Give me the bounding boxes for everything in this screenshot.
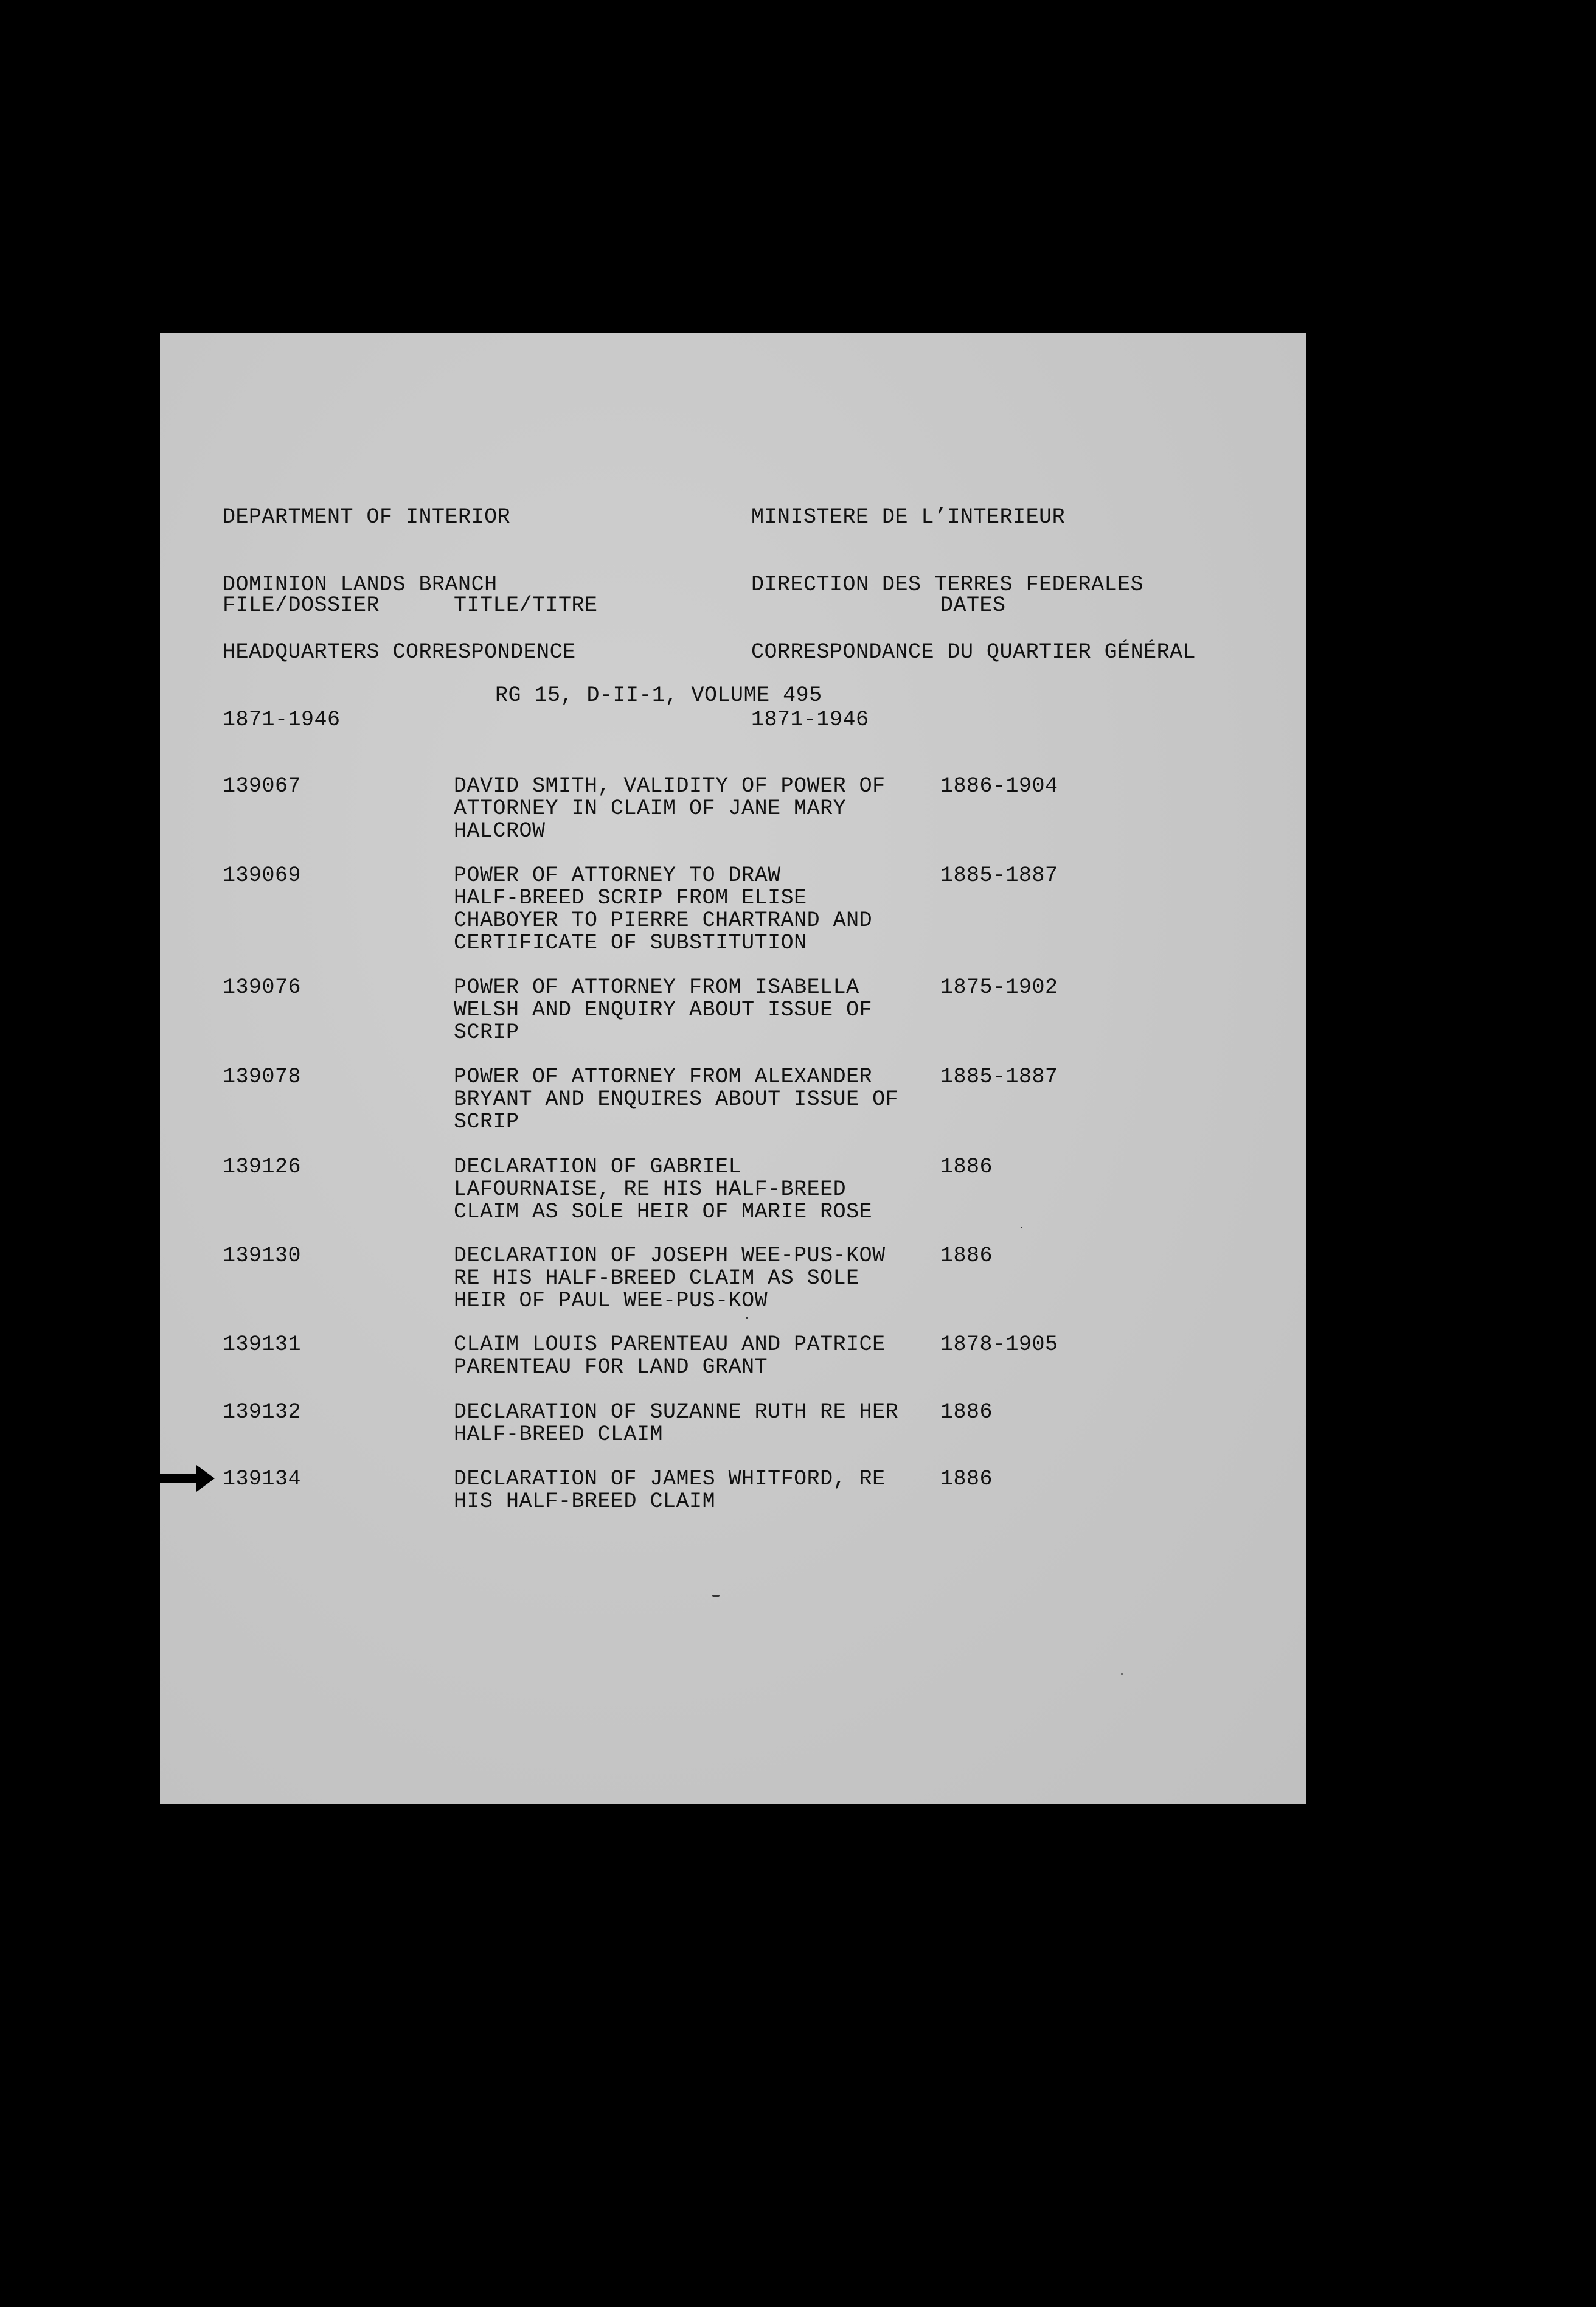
file-title — [454, 1245, 940, 1312]
arrow-right-icon — [160, 1463, 216, 1494]
scan-speck — [1121, 1673, 1123, 1675]
file-title-line: HALCROW — [454, 819, 546, 843]
header-ministere: MINISTERE DE L’INTERIEUR — [751, 505, 1066, 529]
file-dates: 1878-1905 — [940, 1332, 1058, 1357]
file-number: 139134 — [223, 1467, 302, 1491]
file-title-line: LAFOURNAISE, RE HIS HALF-BREED — [454, 1177, 847, 1202]
file-number: 139069 — [223, 863, 302, 888]
file-title-line: POWER OF ATTORNEY TO DRAW — [454, 863, 781, 888]
header-series: HEADQUARTERS CORRESPONDENCE — [223, 640, 576, 664]
file-title-line: DECLARATION OF JOSEPH WEE-PUS-KOW — [454, 1244, 886, 1268]
file-title — [454, 865, 940, 955]
header-direction: DIRECTION DES TERRES FEDERALES — [751, 572, 1144, 597]
file-number: 139132 — [223, 1400, 302, 1424]
scan-speck — [712, 1595, 720, 1597]
file-title — [454, 1468, 940, 1513]
header-french — [751, 461, 1196, 776]
file-title-line: HIS HALF-BREED CLAIM — [454, 1489, 716, 1514]
file-dates: 1886 — [940, 1155, 993, 1179]
file-title-line: POWER OF ATTORNEY FROM ALEXANDER — [454, 1065, 873, 1089]
header-department: DEPARTMENT OF INTERIOR — [223, 505, 511, 529]
header-annees: 1871-1946 — [751, 708, 869, 732]
file-dates: 1886 — [940, 1244, 993, 1268]
file-dates: 1886 — [940, 1467, 993, 1491]
file-title-line: DECLARATION OF GABRIEL — [454, 1155, 742, 1179]
file-title — [454, 976, 940, 1044]
file-title — [454, 775, 940, 843]
file-title-line: DECLARATION OF JAMES WHITFORD, RE — [454, 1467, 886, 1491]
document-page — [160, 333, 1306, 1804]
file-title-line: ATTORNEY IN CLAIM OF JANE MARY — [454, 796, 847, 821]
file-title-line: SCRIP — [454, 1110, 519, 1134]
header-years: 1871-1946 — [223, 708, 341, 732]
file-title-line: CLAIM AS SOLE HEIR OF MARIE ROSE — [454, 1200, 873, 1224]
file-number: 139131 — [223, 1332, 302, 1357]
file-dates: 1875-1902 — [940, 975, 1058, 1000]
scan-speck — [746, 1317, 748, 1319]
file-title-line: HALF-BREED CLAIM — [454, 1422, 664, 1447]
file-dates: 1885-1887 — [940, 1065, 1058, 1089]
header-correspondance: CORRESPONDANCE DU QUARTIER GÉNÉRAL — [751, 640, 1196, 664]
file-title-line: SCRIP — [454, 1020, 519, 1045]
file-dates: 1886 — [940, 1400, 993, 1424]
file-number: 139126 — [223, 1155, 302, 1179]
file-dates: 1885-1887 — [940, 863, 1058, 888]
file-title — [454, 1401, 940, 1446]
file-title — [454, 1066, 940, 1133]
file-title-line: WELSH AND ENQUIRY ABOUT ISSUE OF — [454, 998, 873, 1022]
file-number: 139067 — [223, 774, 302, 798]
file-title-line: CLAIM LOUIS PARENTEAU AND PATRICE — [454, 1332, 886, 1357]
header-branch: DOMINION LANDS BRANCH — [223, 572, 498, 597]
column-header-dates: DATES — [940, 593, 1006, 618]
file-number: 139130 — [223, 1244, 302, 1268]
file-title-line: DAVID SMITH, VALIDITY OF POWER OF — [454, 774, 886, 798]
file-title-line: PARENTEAU FOR LAND GRANT — [454, 1355, 768, 1379]
file-title-line: DECLARATION OF SUZANNE RUTH RE HER — [454, 1400, 899, 1424]
file-title-line: CHABOYER TO PIERRE CHARTRAND AND — [454, 908, 873, 933]
file-title-line: RE HIS HALF-BREED CLAIM AS SOLE — [454, 1266, 859, 1290]
file-title — [454, 1156, 940, 1223]
header-english — [223, 461, 576, 776]
file-number: 139076 — [223, 975, 302, 1000]
scan-speck — [1021, 1227, 1022, 1228]
file-title-line: HALF-BREED SCRIP FROM ELISE — [454, 886, 807, 910]
file-title-line: CERTIFICATE OF SUBSTITUTION — [454, 931, 807, 955]
volume-reference: RG 15, D-II-1, VOLUME 495 — [495, 683, 822, 708]
column-header-title: TITLE/TITRE — [454, 593, 598, 618]
file-title-line: BRYANT AND ENQUIRES ABOUT ISSUE OF — [454, 1087, 899, 1112]
column-header-file: FILE/DOSSIER — [223, 593, 380, 618]
file-title-line: POWER OF ATTORNEY FROM ISABELLA — [454, 975, 859, 1000]
file-dates: 1886-1904 — [940, 774, 1058, 798]
file-title — [454, 1334, 940, 1379]
file-number: 139078 — [223, 1065, 302, 1089]
file-title-line: HEIR OF PAUL WEE-PUS-KOW — [454, 1289, 768, 1313]
